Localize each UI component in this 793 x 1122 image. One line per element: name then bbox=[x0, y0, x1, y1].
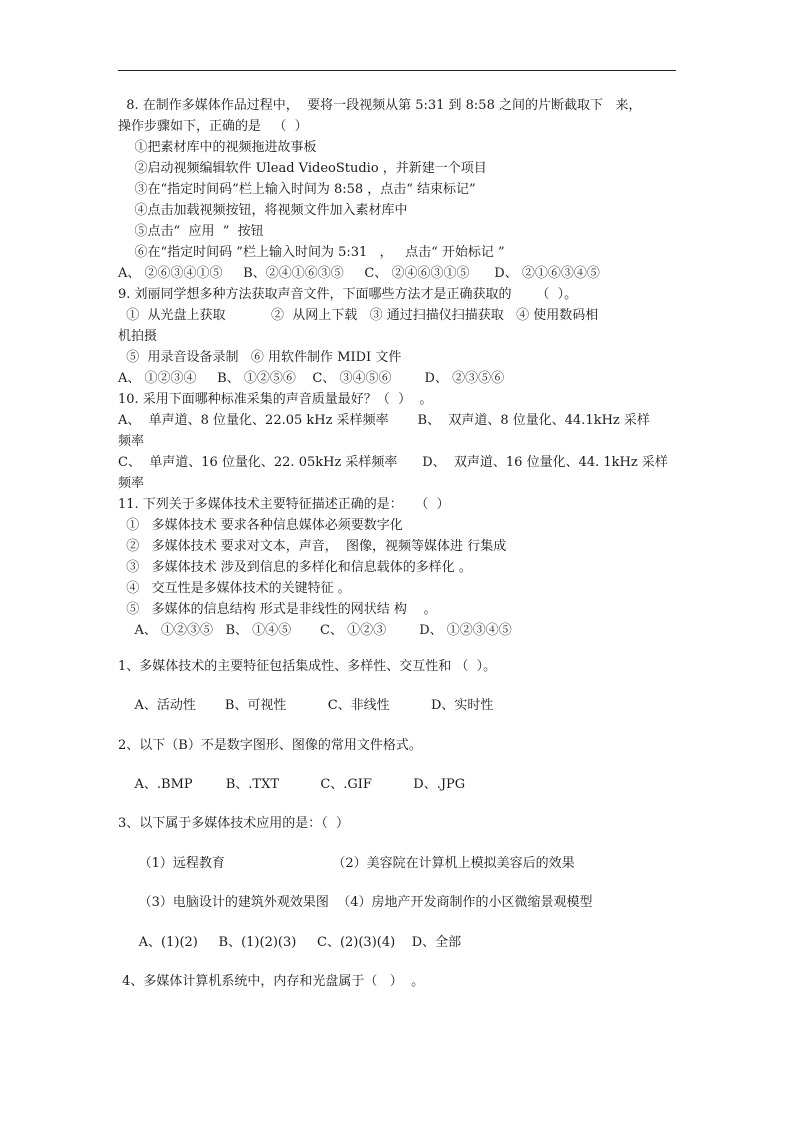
q8-step-4: ④点击加载视频按钮，将视频文件加入素材库中 bbox=[118, 203, 408, 218]
q9-items-line2: 机拍摄 bbox=[118, 329, 158, 344]
q10-options-cd-cont: 频率 bbox=[118, 476, 145, 491]
q8-step-2: ②启动视频编辑软件 Ulead VideoStudio ，并新建一个项目 bbox=[118, 161, 487, 176]
q8-options: A、 ②⑥③④①⑤ B、②④①⑥③⑤ C、 ②④⑥③①⑤ D、 ②①⑥③④⑤ bbox=[118, 266, 600, 281]
q10-stem: 10. 采用下面哪种标准采集的声音质量最好？（ ） 。 bbox=[118, 392, 433, 407]
q11-item-1: ① 多媒体技术 要求各种信息媒体必须要数字化 bbox=[118, 518, 403, 533]
q11-item-2: ② 多媒体技术 要求对文本，声音， 图像，视频等媒体进 行集成 bbox=[118, 539, 507, 554]
s2-options: A、.BMP B、.TXT C、.GIF D、.JPG bbox=[118, 777, 466, 792]
header-rule bbox=[118, 70, 676, 71]
s1-stem: 1、多媒体技术的主要特征包括集成性、多样性、交互性和 （ ）。 bbox=[118, 659, 497, 674]
q11-item-5: ⑤ 多媒体的信息结构 形式是非线性的网状结 构 。 bbox=[118, 602, 437, 617]
s3-items-line1: （1）远程教育 （2）美容院在计算机上模拟美容后的效果 bbox=[118, 856, 575, 871]
q11-options: A、 ①②③⑤ B、 ①④⑤ C、 ①②③ D、 ①②③④⑤ bbox=[118, 623, 512, 638]
q9-options: A、 ①②③④ B、 ①②⑤⑥ C、 ③④⑤⑥ D、 ②③⑤⑥ bbox=[118, 371, 505, 386]
q11-item-4: ④ 交互性是多媒体技术的关键特征 。 bbox=[118, 581, 351, 596]
q8-stem-line2: 操作步骤如下，正确的是 （ ） bbox=[118, 119, 308, 134]
s1-options: A、活动性 B、可视性 C、非线性 D、实时性 bbox=[118, 698, 494, 713]
s2-stem: 2、以下（B）不是数字图形、图像的常用文件格式。 bbox=[118, 738, 422, 753]
s3-options: A、(1)(2) B、(1)(2)(3) C、(2)(3)(4) D、全部 bbox=[118, 935, 462, 950]
s4-stem: 4、多媒体计算机系统中，内存和光盘属于（ ） 。 bbox=[118, 974, 425, 989]
q8-step-1: ①把素材库中的视频拖进故事板 bbox=[118, 140, 317, 155]
q9-items-line1: ① 从光盘上获取 ② 从网上下载 ③ 通过扫描仪扫描获取 ④ 使用数码相 bbox=[118, 308, 599, 323]
q10-options-ab: A、 单声道、8 位量化、22.05 kHz 采样频率 B、 双声道、8 位量化、44.1kHz 采样 bbox=[118, 413, 650, 428]
q11-stem: 11. 下列关于多媒体技术主要特征描述正确的是： （ ） bbox=[118, 497, 450, 512]
q11-item-3: ③ 多媒体技术 涉及到信息的多样化和信息载体的多样化 。 bbox=[118, 560, 472, 575]
q10-options-ab-cont: 频率 bbox=[118, 434, 145, 449]
q9-stem: 9. 刘丽同学想多种方法获取声音文件，下面哪些方法才是正确获取的 （ ）。 bbox=[118, 287, 578, 302]
q8-step-5: ⑤点击“ 应用 ” 按钮 bbox=[118, 224, 264, 239]
q10-options-cd: C、 单声道、16 位量化、22. 05kHz 采样频率 D、 双声道、16 位量化、44. 1kHz 采样 bbox=[118, 455, 668, 470]
s3-items-line2: （3）电脑设计的建筑外观效果图 （4）房地产开发商制作的小区微缩景观模型 bbox=[118, 895, 593, 910]
q9-items-line3: ⑤ 用录音设备录制 ⑥ 用软件制作 MIDI 文件 bbox=[118, 350, 402, 365]
q8-step-3: ③在“指定时间码”栏上输入时间为 8:58 ，点击“ 结束标记” bbox=[118, 182, 476, 197]
q8-step-6: ⑥在“指定时间码 ”栏上输入时间为 5:31 ， 点击“ 开始标记 ” bbox=[118, 245, 505, 260]
s3-stem: 3、以下属于多媒体技术应用的是：（ ） bbox=[118, 816, 350, 831]
q8-stem-line1: 8. 在制作多媒体作品过程中， 要将一段视频从第 5:31 到 8:58 之间的片断截取下 来， bbox=[118, 98, 642, 113]
